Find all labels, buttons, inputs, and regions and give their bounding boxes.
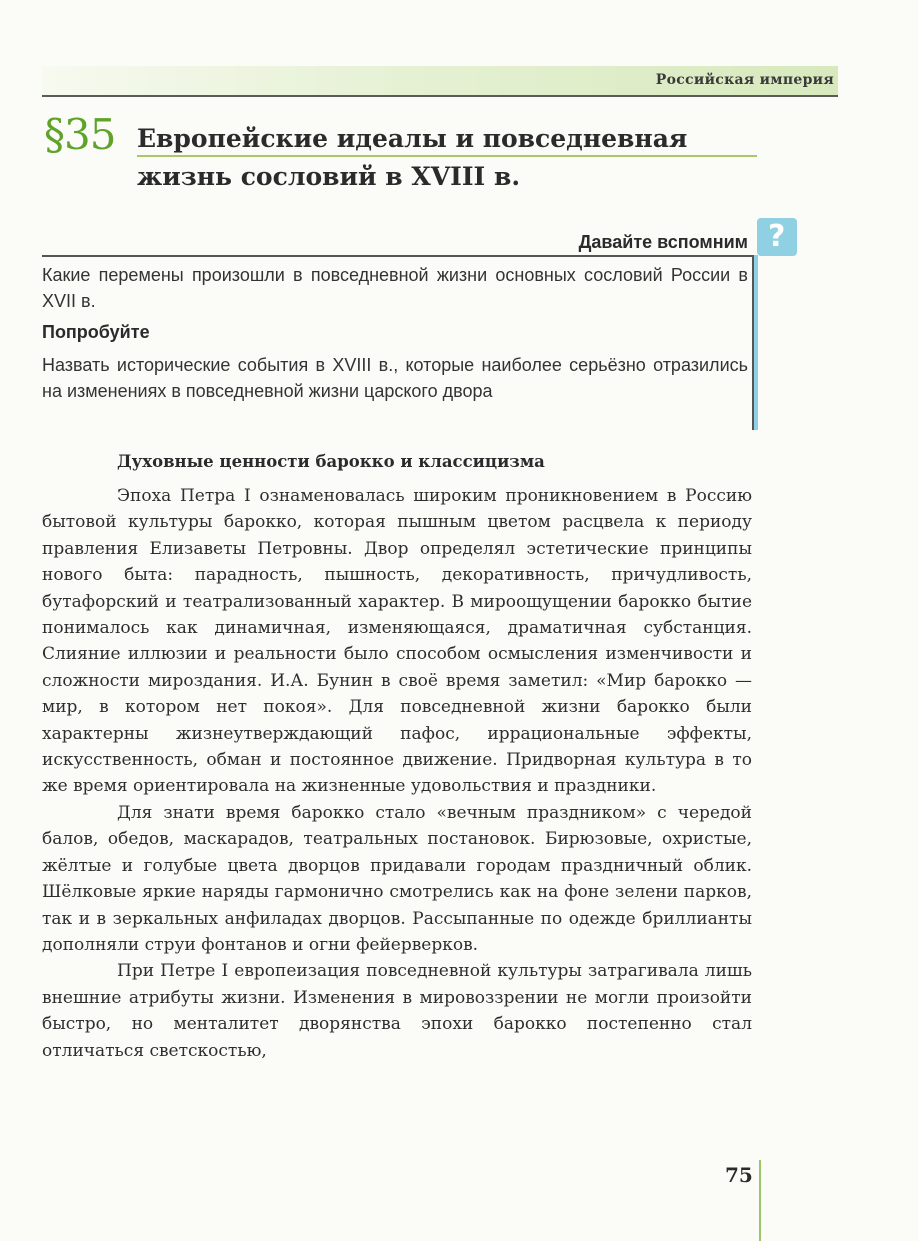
page-title (137, 120, 757, 196)
article-paragraph-2: Для знати время барокко стало «вечным праздником» с чередой балов, обедов, маскарадов, театральных постановок. Бирюзовые, охристые, жёлтые и голубые цвета дворцов придавали городам праздничный облик. Шёлковые яркие наряды гармонично смотрелись как на фоне зелени парков, так и в зеркальных анфиладах дворцов. Рассыпанные по одежде бриллианты дополняли струи фонтанов и огни фейерверков. (42, 802, 752, 955)
article-paragraph-3: При Петре I европеизация повседневной культуры затрагивала лишь внешние атрибуты жизни. Изменения в мировоззрении не могли произойти быстро, но менталитет дворянства эпохи барокко постепенно стал отличаться светскостью, (42, 961, 752, 1061)
question-icon (757, 218, 797, 256)
try-title: Попробуйте (42, 322, 150, 342)
question-glyph: ? (768, 219, 786, 254)
page-number-rule (759, 1160, 761, 1241)
title-underline (137, 155, 757, 157)
recall-box-accent (754, 255, 758, 430)
title-line-1: Европейские идеалы и повседневная (137, 124, 688, 153)
recall-box-top-rule (42, 255, 754, 257)
page-number: 75 (725, 1163, 753, 1187)
recall-question: Какие перемены произошли в повседневной жизни основных сословий России в XVII в. (42, 265, 748, 311)
section-subheading: Духовные ценности барокко и классицизма (117, 452, 545, 471)
recall-box-title: Давайте вспомним (578, 232, 748, 252)
running-header-section: Российская империя (655, 72, 834, 88)
article-paragraph-1: Эпоха Петра I ознаменовалась широким проникновением в Россию бытовой культуры барокко, которая пышным цветом расцвела к периоду правления Елизаветы Петровны. Двор определял эстетические принципы нового быта: парадность, пышность, декоративность, причудливость, бутафорский и театрализованный характер. В мироощущении барокко бытие понималось как динамичная, изменяющаяся, драматичная субстанция. Слияние иллюзии и реальности было способом осмысления изменчивости и сложности мироздания. И.А. Бунин в своё время заметил: «Мир барокко — мир, в котором нет покоя». Для повседневной жизни барокко были характерны жизнеутверждающий пафос, иррациональные эффекты, искусственность, обман и постоянное движение. Придворная культура в то же время ориентировала на жизненные удовольствия и праздники. (42, 486, 752, 797)
paragraph-number: §35 (44, 110, 116, 159)
title-line-2: жизнь сословий в XVIII в. (137, 162, 521, 191)
article-body (42, 483, 752, 1064)
running-header-rule (42, 95, 838, 97)
try-text: Назвать исторические события в XVIII в., которые наиболее серьёзно отразились на изменениях в повседневной жизни царского двора (42, 355, 748, 401)
